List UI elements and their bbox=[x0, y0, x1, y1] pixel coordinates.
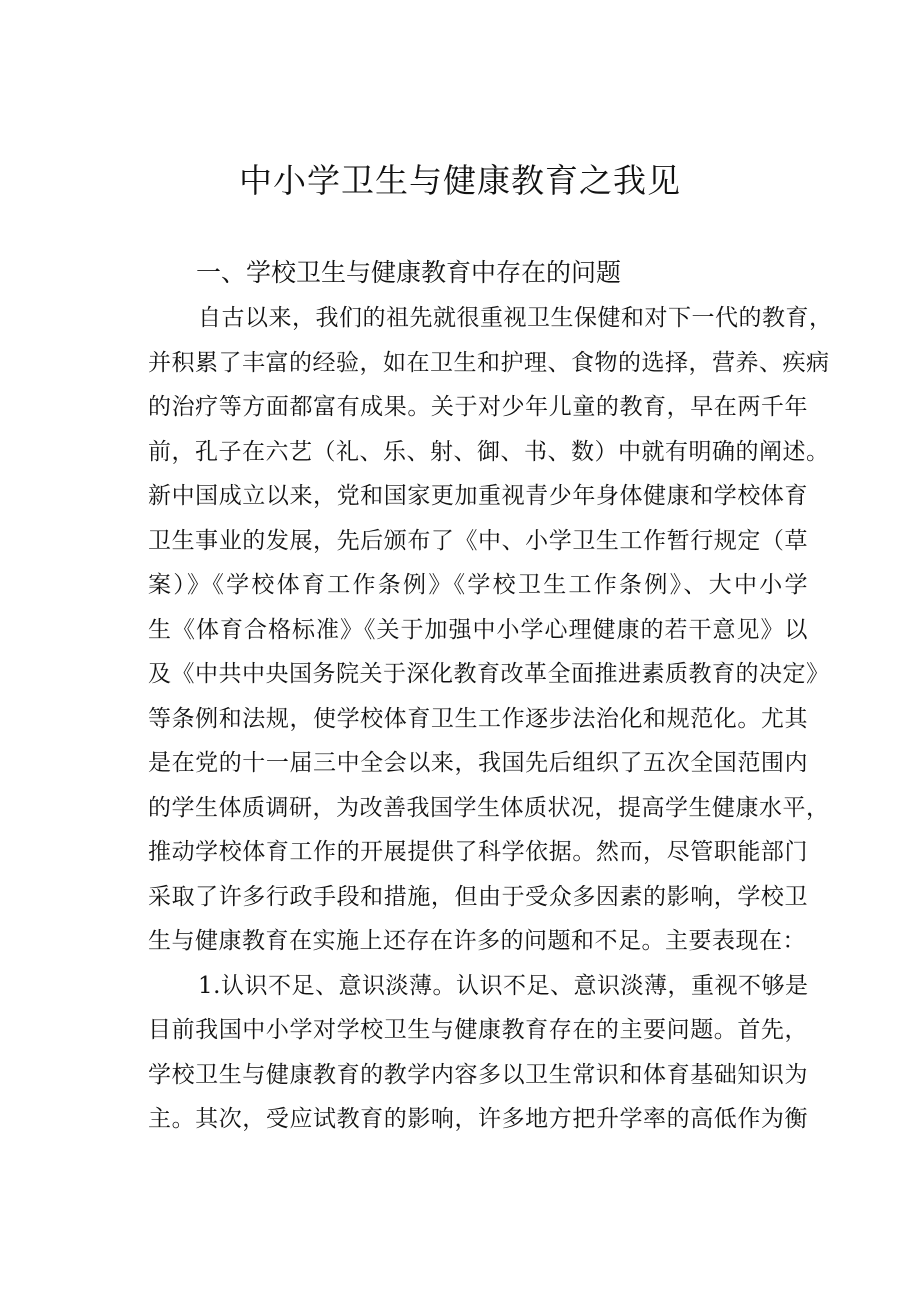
paragraph-line: 主。其次，受应试教育的影响，许多地方把升学率的高低作为衡 bbox=[148, 1106, 808, 1132]
paragraph-line: 自古以来，我们的祖先就很重视卫生保健和对下一代的教育， bbox=[198, 305, 833, 331]
paragraph-line: 是在党的十一届三中全会以来，我国先后组织了五次全国范围内 bbox=[148, 750, 808, 776]
paragraph-line: 生《体育合格标准》《关于加强中小学心理健康的若干意见》以 bbox=[148, 616, 808, 643]
paragraph-line: 等条例和法规，使学校体育卫生工作逐步法治化和规范化。尤其 bbox=[148, 705, 808, 732]
paragraph-line: 生与健康教育在实施上还存在许多的问题和不足。主要表现在： bbox=[148, 928, 806, 954]
document-title: 中小学卫生与健康教育之我见 bbox=[239, 161, 681, 200]
paragraph-line: 的学生体质调研，为改善我国学生体质状况，提高学生健康水平， bbox=[148, 794, 830, 821]
paragraph-line: 前，孔子在六艺（礼、乐、射、御、书、数）中就有明确的阐述。 bbox=[148, 438, 830, 465]
paragraph-line: 及《中共中央国务院关于深化教育改革全面推进素质教育的决定》 bbox=[148, 661, 830, 687]
section-heading: 一、学校卫生与健康教育中存在的问题 bbox=[196, 258, 622, 287]
paragraph-line: 卫生事业的发展，先后颁布了《中、小学卫生工作暂行规定（草 bbox=[148, 527, 808, 554]
paragraph-line: 并积累了丰富的经验，如在卫生和护理、食物的选择，营养、疾病 bbox=[148, 349, 830, 376]
paragraph-line: 目前我国中小学对学校卫生与健康教育存在的主要问题。首先， bbox=[148, 1017, 808, 1043]
paragraph-line: 的治疗等方面都富有成果。关于对少年儿童的教育，早在两千年 bbox=[148, 394, 808, 420]
paragraph-line: 推动学校体育工作的开展提供了科学依据。然而，尽管职能部门 bbox=[148, 839, 808, 865]
paragraph-line: 新中国成立以来，党和国家更加重视青少年身体健康和学校体育 bbox=[148, 483, 808, 509]
paragraph-line: 1.认识不足、意识淡薄。认识不足、意识淡薄，重视不够是 bbox=[198, 972, 809, 999]
paragraph-line: 案）》《学校体育工作条例》《学校卫生工作条例》、大中小学 bbox=[148, 572, 808, 598]
paragraph-line: 采取了许多行政手段和措施，但由于受众多因素的影响，学校卫 bbox=[148, 883, 808, 910]
paragraph-line: 学校卫生与健康教育的教学内容多以卫生常识和体育基础知识为 bbox=[148, 1061, 808, 1088]
body-text bbox=[148, 296, 833, 1142]
